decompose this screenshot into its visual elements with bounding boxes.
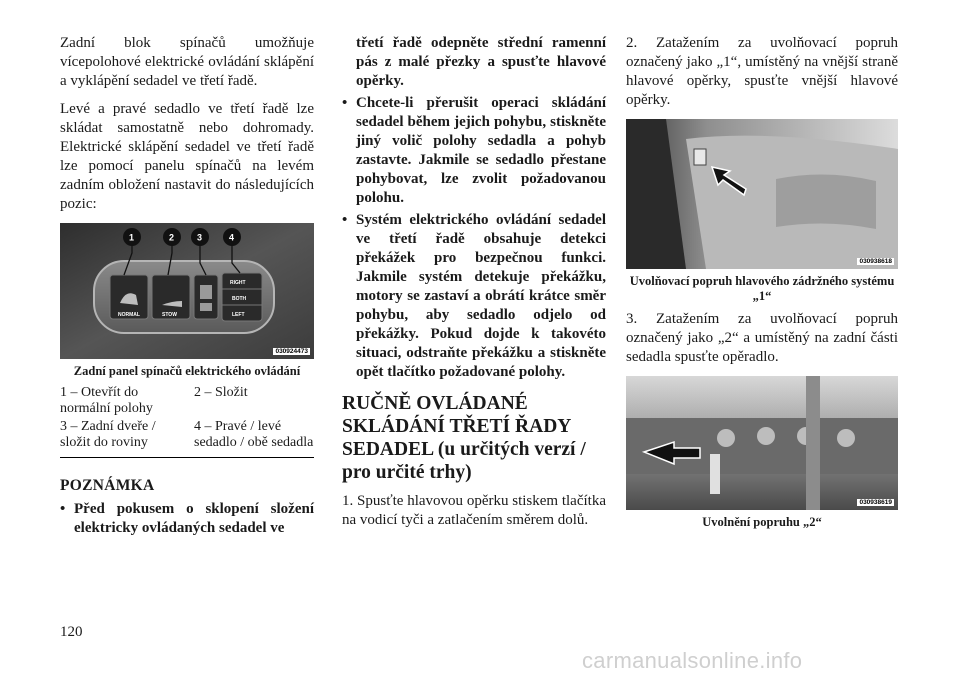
note-bullet-text: Před pokusem o sklopení složení elektricky ovládaných sedadel ve [74,501,314,536]
left-label: LEFT [232,312,245,318]
watermark: carmanualsonline.info [582,648,803,673]
note-bullet-text: Chcete-li přerušit operaci skládání sedadel během jejich pohybu, stiskněte jiný volič polohy sedadla a pohyb zastavte. Jakmile se sedadlo přestane pohybovat, lze zvolit požadovanou polohu. [356,95,606,206]
note-list-continued [342,94,606,382]
note-bullet [342,211,606,382]
note-bullet-continuation: třetí řadě odepněte střední ramenní pás z malé přezky a spusťte hlavové opěrky. [356,35,606,89]
bullet-icon: • [60,501,66,517]
figure-code: 030938619 [859,499,892,506]
legend-divider [60,457,314,458]
middle-column [342,34,606,539]
headrest-strap-photo [626,119,898,269]
seat-positions-paragraph: Levé a pravé sedadlo ve třetí řadě lze skládat samostatně nebo dohromady. Elektrické sklápění sedadel ve třetí řadě lze pomocí panelu spínačů na levém zadním obložení nastavit do následujících pozic: [60,101,314,212]
left-column [60,34,314,541]
legend-item: 3 – Zadní dveře / složit do roviny [60,419,156,450]
switch-panel-photo [60,223,314,359]
both-label: BOTH [232,296,247,302]
legend-item: 1 – Otevřít do normální polohy [60,385,153,416]
note-heading: POZNÁMKA [60,477,155,494]
legend-item: 4 – Pravé / levé sedadlo / obě sedadla [194,419,314,450]
legend-row [60,419,314,453]
figure-code: 030938618 [859,258,892,265]
normal-label: NORMAL [118,312,140,318]
legend-row [60,385,314,419]
headrest-strap-caption: Uvolňovací popruh hlavového zádržného systému „1“ [629,274,895,303]
legend-table [60,385,314,453]
callout-2-label: 2 [169,232,175,243]
note-list [60,500,314,538]
right-label: RIGHT [230,280,246,286]
page-number: 120 [60,624,83,640]
step-2-paragraph: 2. Zatažením za uvolňovací popruh označený jako „1“, umístěný na vnější straně hlavové opěrky, spusťte vnější hlavové opěrky. [626,35,898,108]
switch-panel-caption: Zadní panel spínačů elektrického ovládání [73,364,301,378]
intro-paragraph: Zadní blok spínačů umožňuje vícepolohové elektrické ovládání sklápění a vyklápění sedadel ve třetí řadě. [60,35,314,89]
seat-strap-photo [626,376,898,510]
note-bullet [342,94,606,208]
bullet-icon: • [342,95,348,111]
bullet-icon: • [342,212,348,228]
right-column [626,34,898,536]
switch-panel-illustration [60,223,314,359]
note-bullet [60,500,314,538]
note-bullet-text: Systém elektrického ovládání sedadel ve třetí řadě obsahuje detekci překážek pro bezpečnou funkci. Jakmile systém detekuje překážku, motory se zastaví a obrátí krátce směr pohybu, aby sedadlo odjelo od překážky. Pokud dojde k takovéto situaci, odstraňte překážku a stiskněte opět tlačítko požadované polohy. [356,212,606,380]
seat-strap-illustration [626,376,898,510]
headrest-strap-illustration [626,119,898,269]
stow-label: STOW [162,312,177,318]
step-1-paragraph: 1. Spusťte hlavovou opěrku stiskem tlačítka na vodicí tyči a zatlačením směrem dolů. [342,493,606,528]
section-heading: RUČNĚ OVLÁDANÉ SKLÁDÁNÍ TŘETÍ ŘADY SEDADEL (u určitých verzí / pro určité trhy) [342,393,586,483]
callout-3-label: 3 [197,232,203,243]
legend-item: 2 – Složit [194,385,248,400]
callout-1-label: 1 [129,232,135,243]
figure-code: 030924473 [275,348,308,355]
seat-strap-caption: Uvolnění popruhu „2“ [702,515,822,529]
step-3-paragraph: 3. Zatažením za uvolňovací popruh označený jako „2“ a umístěný na zadní části sedadla spusťte opěradlo. [626,311,898,365]
callout-4-label: 4 [229,232,235,243]
